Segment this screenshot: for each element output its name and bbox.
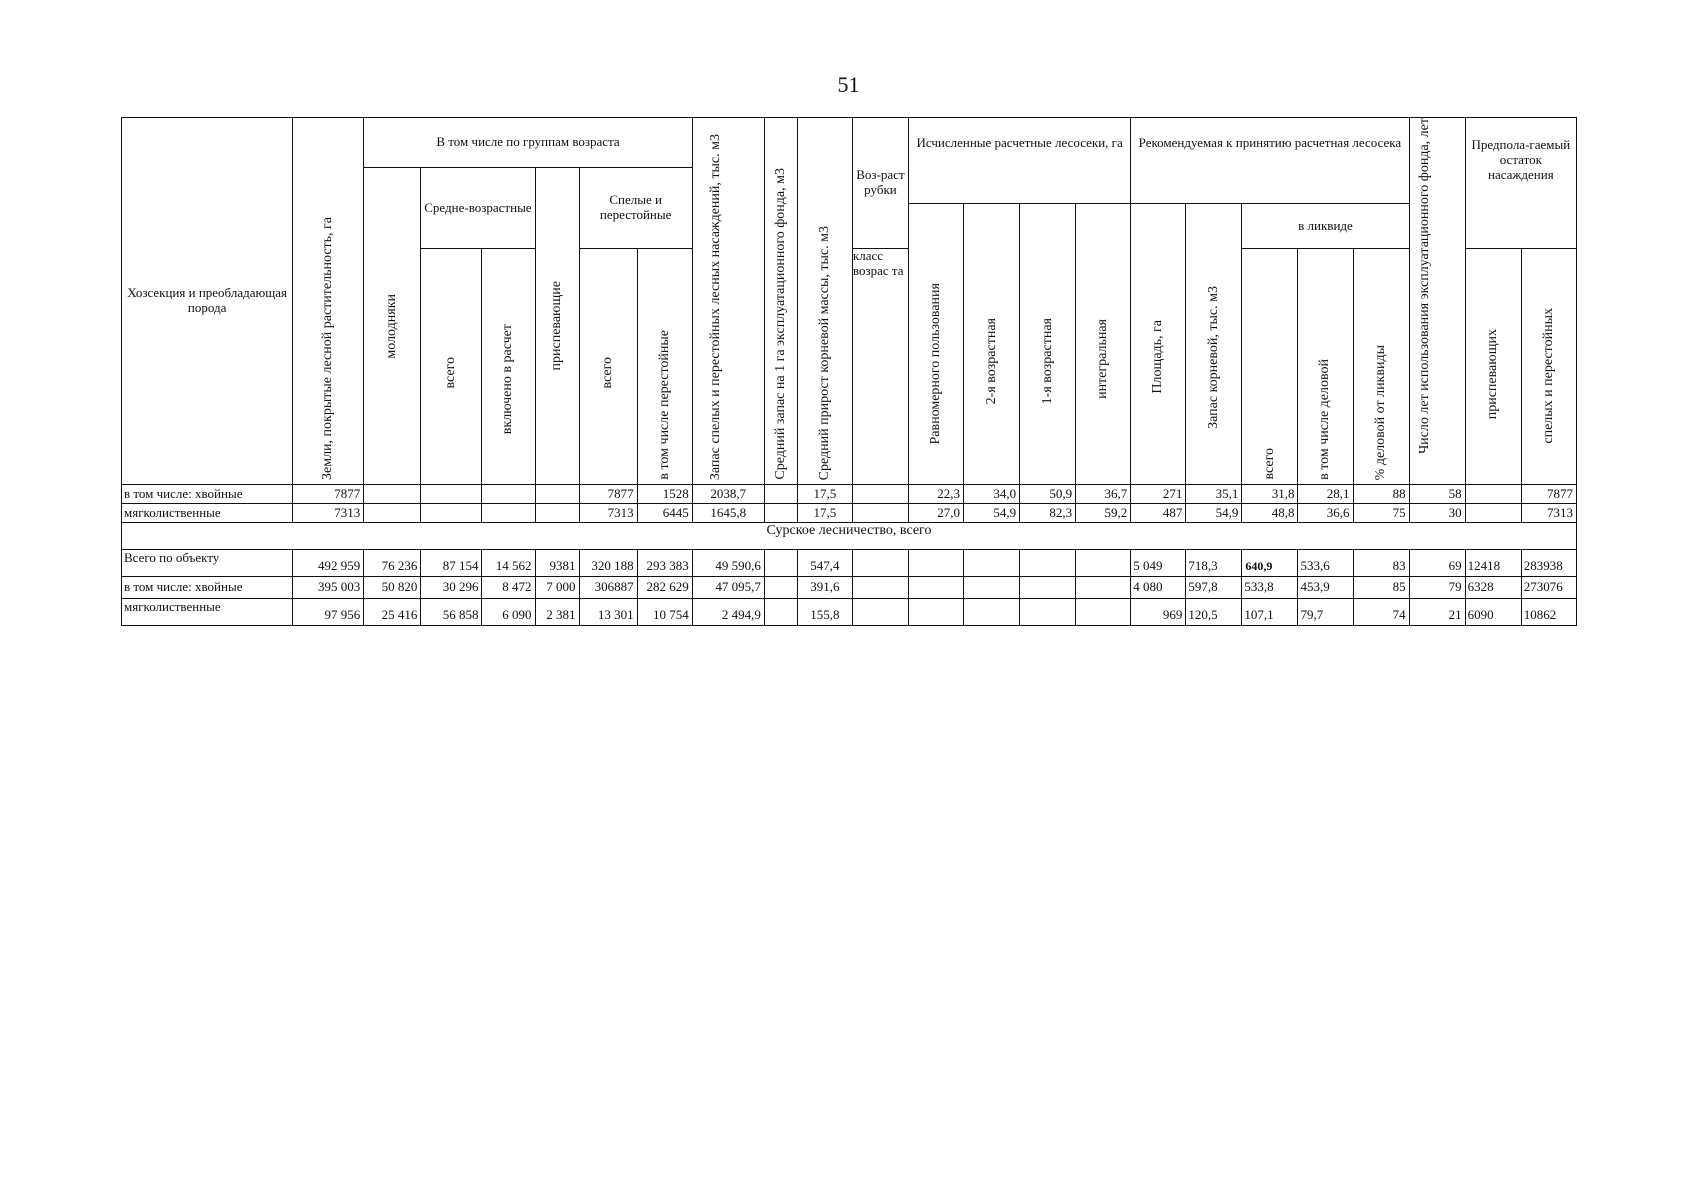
header-vozrast-rubki: Воз-раст рубки bbox=[852, 118, 908, 249]
header-ravnomernogo: Равномерного пользования bbox=[908, 204, 963, 485]
header-integralnaya: интегральная bbox=[1076, 204, 1131, 485]
header-spelyh: спелых и перестойных bbox=[1521, 249, 1576, 485]
table-row: мягколиственные 97 956 25 416 56 858 6 090 2 381 13 301 10 754 2 494,9 155,8 969 120,5 107,1 79,7 74 21 6090 10862 bbox=[122, 599, 1577, 626]
header-pct-delovoy: % деловой от ликвиды bbox=[1353, 249, 1409, 485]
header-likv-vsego: всего bbox=[1242, 249, 1298, 485]
table-row: в том числе: хвойные 7877 7877 1528 2038,7 17,5 22,3 34,0 50,9 36,7 271 35,1 31,8 28,1 88 58 7877 bbox=[122, 485, 1577, 504]
header-vtoraya: 2-я возрастная bbox=[964, 204, 1020, 485]
header-vklyucheno: включено в расчет bbox=[482, 249, 535, 485]
table-row: в том числе: хвойные 395 003 50 820 30 296 8 472 7 000 306887 282 629 47 095,7 391,6 4 080 597,8 533,8 453,9 85 79 6328 273076 bbox=[122, 577, 1577, 599]
header-spelye: Спелые и перестойные bbox=[579, 168, 692, 249]
header-srednevozrastnye: Средне-возрастные bbox=[421, 168, 535, 249]
header-molodnyaki: молодняки bbox=[364, 168, 421, 485]
header-sredniy-zapas: Средний запас на 1 га эксплуатационного фонда, м3 bbox=[764, 118, 797, 485]
table-row: Всего по объекту 492 959 76 236 87 154 14 562 9381 320 188 293 383 49 590,6 547,4 5 049 718,3 640,9 533,6 83 69 12418 283938 bbox=[122, 550, 1577, 577]
header-hozsektsiya: Хозсекция и преобладающая порода bbox=[122, 118, 293, 485]
header-sp-vsego: всего bbox=[579, 249, 637, 485]
header-pervaya: 1-я возрастная bbox=[1020, 204, 1076, 485]
header-zemli: Земли, покрытые лесной растительность, га bbox=[293, 118, 364, 485]
section-title-row bbox=[122, 523, 1577, 550]
header-klass-vozrasta: класс возрас та bbox=[852, 249, 908, 485]
header-v-likvide: в ликвиде bbox=[1242, 204, 1409, 249]
header-prispevayushie: приспевающие bbox=[535, 168, 579, 485]
header-ischislennye: Исчисленные расчетные лесосеки, га bbox=[908, 118, 1130, 204]
header-delovoy: в том числе деловой bbox=[1298, 249, 1353, 485]
header-prirost: Средний прирост корневой массы, тыс. м3 bbox=[797, 118, 852, 485]
header-sr-vsego: всего bbox=[421, 249, 482, 485]
header-rekomenduemaya: Рекомендуемая к принятию расчетная лесосека bbox=[1131, 118, 1409, 204]
forest-calculation-table bbox=[121, 117, 1577, 626]
header-ploshad: Площадь, га bbox=[1131, 204, 1186, 485]
header-zapas: Запас спелых и перестойных лесных насаждений, тыс. м3 bbox=[692, 118, 764, 485]
table-row: мягколиственные 7313 7313 6445 1645,8 17,5 27,0 54,9 82,3 59,2 487 54,9 48,8 36,6 75 30 7313 bbox=[122, 504, 1577, 523]
header-age-groups: В том числе по группам возраста bbox=[364, 118, 692, 168]
header-prispevayushih: приспевающих bbox=[1465, 249, 1521, 485]
header-chislo-let: Число лет использования эксплуатационного фонда, лет bbox=[1409, 118, 1465, 485]
section-title: Сурское лесничество, всего bbox=[122, 523, 1577, 550]
header-predpolagaemyi: Предпола-гаемый остаток насаждения bbox=[1465, 118, 1576, 249]
header-perestoynye: в том числе перестойные bbox=[637, 249, 692, 485]
page-number: 51 bbox=[837, 72, 860, 97]
header-zapas-kornevoy: Запас корневой, тыс. м3 bbox=[1186, 204, 1242, 485]
